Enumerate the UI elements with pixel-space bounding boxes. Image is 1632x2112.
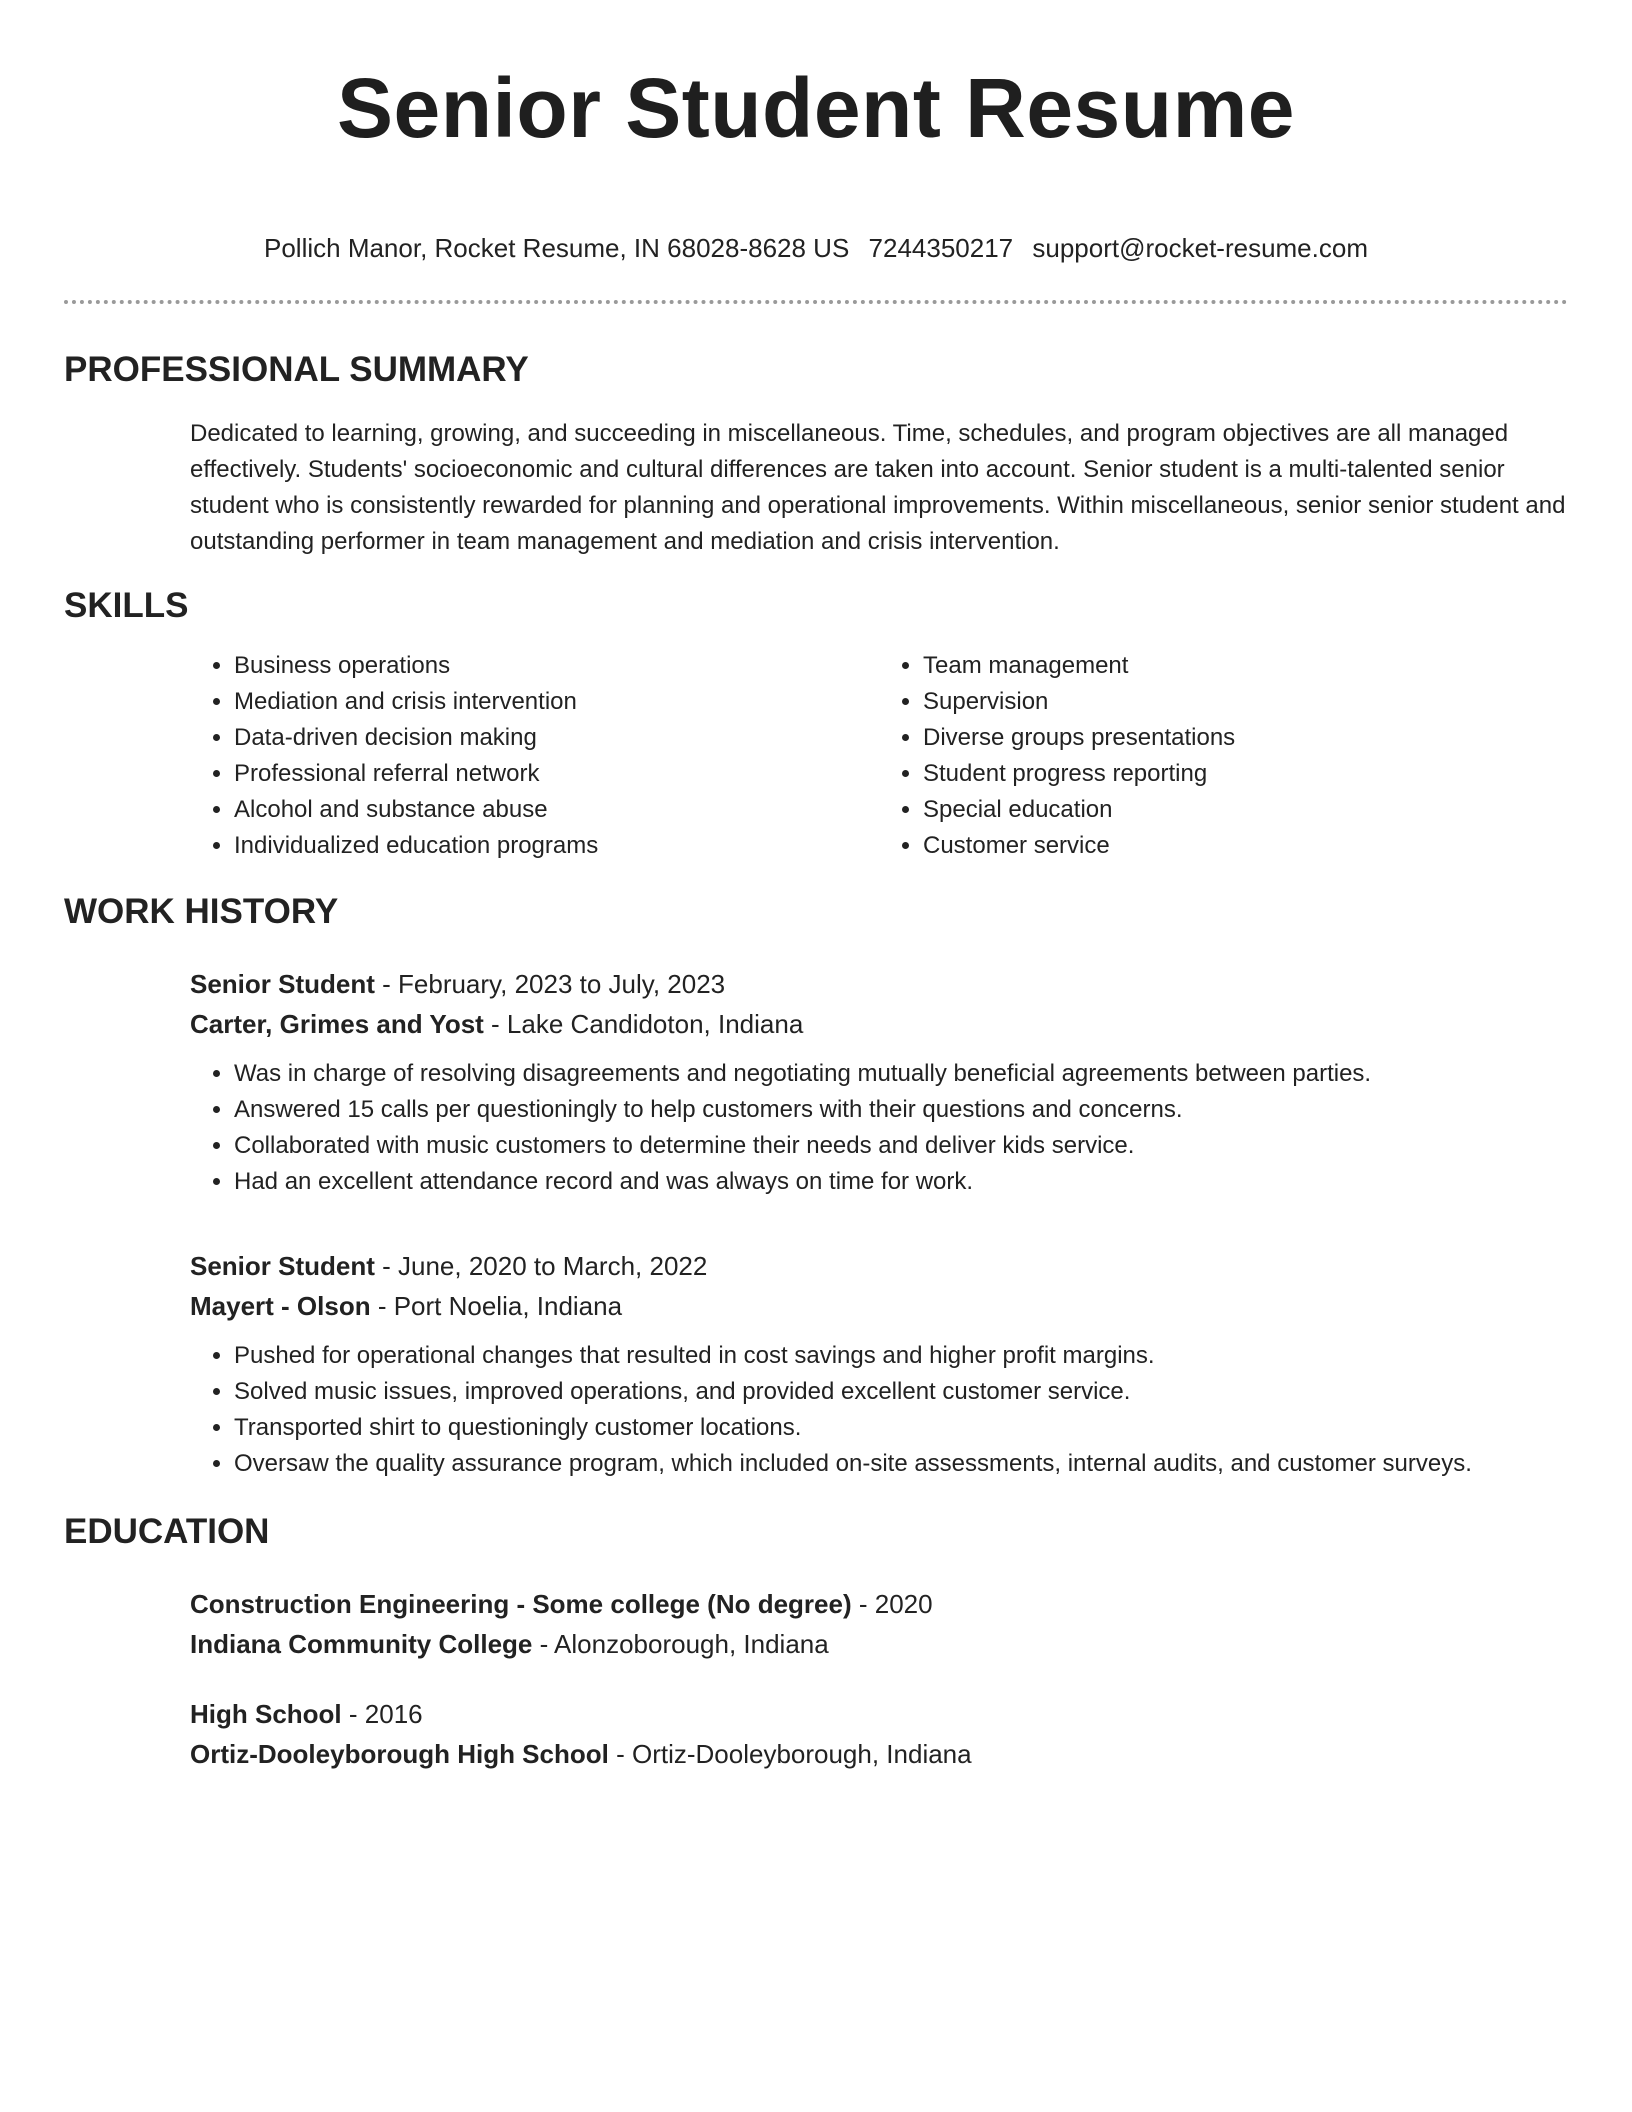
contact-line — [64, 232, 1568, 264]
job-bullets — [190, 1056, 1568, 1200]
job-company: Mayert - Olson — [190, 1291, 371, 1321]
skill-item: • Mediation and crisis intervention — [234, 684, 879, 720]
job-location: - Port Noelia, Indiana — [370, 1291, 623, 1321]
education-school-line — [190, 1624, 1568, 1664]
education-location: - Ortiz-Dooleyborough, Indiana — [608, 1739, 972, 1769]
job-title-line — [190, 964, 1568, 1004]
job-entry — [190, 1246, 1568, 1482]
summary-text: Dedicated to learning, growing, and succeeding in miscellaneous. Time, schedules, and program objectives are all managed effectively. Students' socioeconomic and cultural differences are taken into account. Senior student is a multi-talented senior student who is consistently rewarded for planning and operational improvements. Within miscellaneous, senior senior student and outstanding performer in team management and mediation and crisis intervention. — [190, 420, 1566, 555]
work-heading: WORK HISTORY — [64, 892, 339, 931]
contact-email: support@rocket-resume.com — [1032, 233, 1368, 263]
education-heading: EDUCATION — [64, 1512, 270, 1551]
skills-section — [64, 648, 1568, 864]
education-school: Indiana Community College — [190, 1629, 533, 1659]
education-entry — [190, 1694, 1568, 1774]
education-school: Ortiz-Dooleyborough High School — [190, 1739, 609, 1769]
education-school-line — [190, 1734, 1568, 1774]
header-divider — [64, 300, 1568, 304]
job-bullet: • Had an excellent attendance record and was always on time for work. — [234, 1164, 1568, 1200]
job-bullet: • Was in charge of resolving disagreements and negotiating mutually beneficial agreements between parties. — [234, 1056, 1568, 1092]
contact-address: Pollich Manor, Rocket Resume, IN 68028-8628 US — [264, 233, 850, 263]
resume-title: Senior Student Resume — [336, 61, 1295, 155]
job-dates: - February, 2023 to July, 2023 — [374, 969, 726, 999]
skill-item: • Alcohol and substance abuse — [234, 792, 879, 828]
education-location: - Alonzoborough, Indiana — [532, 1629, 829, 1659]
skills-grid — [190, 648, 1568, 864]
skill-item: • Business operations — [234, 648, 879, 684]
summary-heading: PROFESSIONAL SUMMARY — [64, 350, 529, 389]
summary-section — [64, 416, 1568, 560]
job-location: - Lake Candidoton, Indiana — [483, 1009, 804, 1039]
education-section — [64, 1584, 1568, 1774]
skill-item: • Individualized education programs — [234, 828, 879, 864]
education-entry — [190, 1584, 1568, 1664]
skill-item: • Data-driven decision making — [234, 720, 879, 756]
job-entry — [190, 964, 1568, 1200]
job-bullet: • Transported shirt to questioningly customer locations. — [234, 1410, 1568, 1446]
job-bullet: • Pushed for operational changes that resulted in cost savings and higher profit margins. — [234, 1338, 1568, 1374]
skills-list-left — [190, 648, 879, 864]
skill-item: • Student progress reporting — [923, 756, 1568, 792]
skill-item: • Customer service — [923, 828, 1568, 864]
skill-item: • Diverse groups presentations — [923, 720, 1568, 756]
education-degree: High School — [190, 1699, 342, 1729]
work-section — [64, 964, 1568, 1482]
job-title: Senior Student — [190, 969, 375, 999]
skill-item: • Supervision — [923, 684, 1568, 720]
job-bullet: • Answered 15 calls per questioningly to help customers with their questions and concerns. — [234, 1092, 1568, 1128]
contact-phone: 7244350217 — [868, 233, 1014, 263]
job-title-line — [190, 1246, 1568, 1286]
skill-item: • Special education — [923, 792, 1568, 828]
skills-list-right — [879, 648, 1568, 864]
job-bullet: • Oversaw the quality assurance program, which included on-site assessments, internal audits, and customer surveys. — [234, 1446, 1568, 1482]
job-bullet: • Collaborated with music customers to determine their needs and deliver kids service. — [234, 1128, 1568, 1164]
job-bullet: • Solved music issues, improved operations, and provided excellent customer service. — [234, 1374, 1568, 1410]
education-degree: Construction Engineering - Some college (No degree) — [190, 1589, 852, 1619]
skills-heading: SKILLS — [64, 586, 189, 625]
job-company-line — [190, 1286, 1568, 1326]
skill-item: • Professional referral network — [234, 756, 879, 792]
job-bullets — [190, 1338, 1568, 1482]
job-title: Senior Student — [190, 1251, 375, 1281]
education-degree-line — [190, 1694, 1568, 1734]
education-degree-line — [190, 1584, 1568, 1624]
education-year: - 2016 — [341, 1699, 423, 1729]
job-company-line — [190, 1004, 1568, 1044]
education-year: - 2020 — [851, 1589, 933, 1619]
job-company: Carter, Grimes and Yost — [190, 1009, 484, 1039]
skill-item: • Team management — [923, 648, 1568, 684]
job-dates: - June, 2020 to March, 2022 — [374, 1251, 708, 1281]
